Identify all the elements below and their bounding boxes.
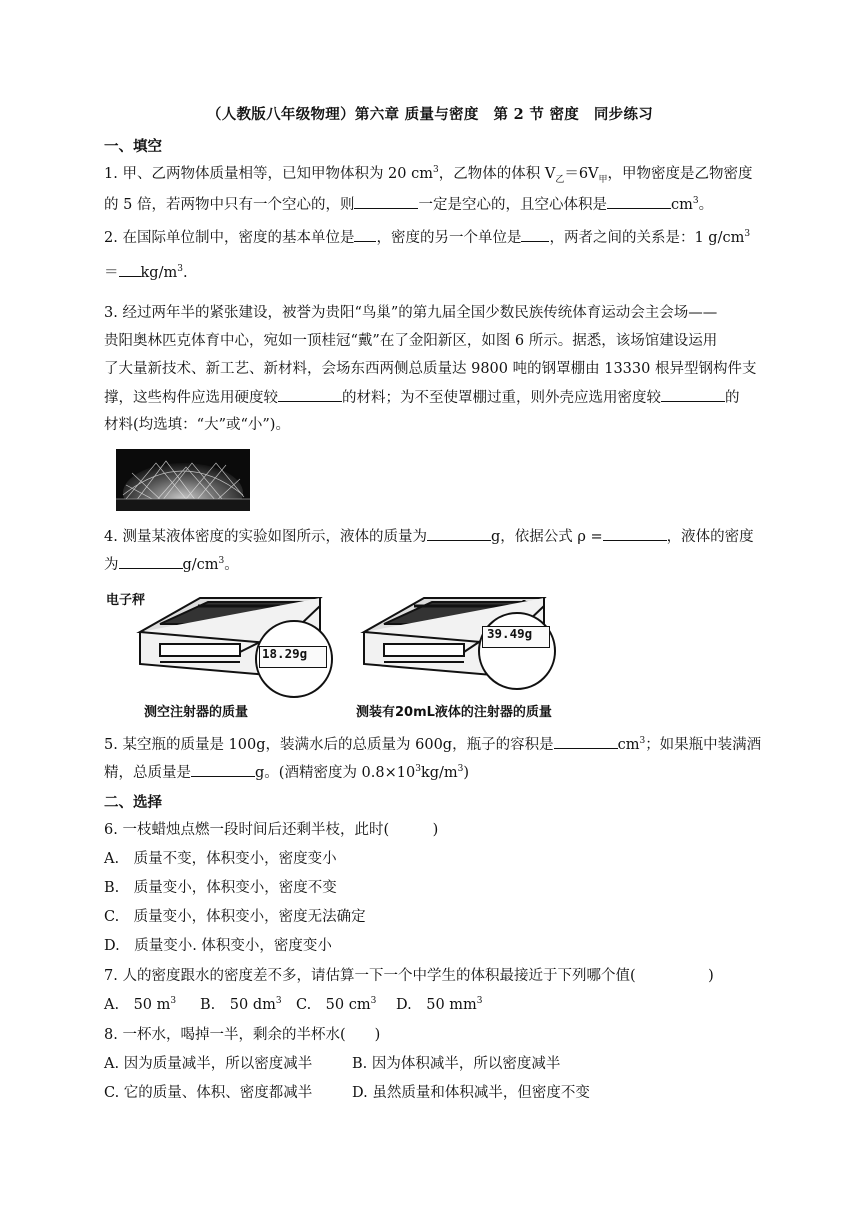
question-3-line-3: 了大量新技术、新工艺、新材料，会场东西两侧总质量达 9800 吨的钢罩棚由 13330 根异型钢构件支 (104, 361, 757, 377)
question-2-line-1: 2. 在国际单位制中，密度的基本单位是 ，密度的另一个单位是 ，两者之间的关系是：1 $g/cm^3$ (104, 227, 764, 248)
question-8-option-a[interactable]: A. 因为质量减半，所以密度减半 (104, 1056, 313, 1072)
question-7-option-a[interactable]: A. 50 $m^3$ (104, 996, 177, 1013)
answer-blank[interactable] (521, 227, 549, 242)
question-7-stem: 7. 人的密度跟水的密度差不多，请估算一下一个中学生的体积最接近于下列哪个值( ) (104, 968, 714, 984)
question-7-option-b[interactable]: B. 50 $dm^3$ (200, 996, 282, 1013)
question-2-line-2: ＝ $kg/m^3$. (104, 262, 764, 283)
answer-blank[interactable] (119, 554, 183, 569)
answer-blank[interactable] (554, 734, 618, 749)
answer-blank[interactable] (354, 227, 376, 242)
question-8-option-c[interactable]: C. 它的质量、体积、密度都减半 (104, 1085, 313, 1101)
section-heading-fill: 一、填空 (104, 138, 162, 155)
stadium-illustration (116, 449, 250, 511)
scale-1-caption: 测空注射器的质量 (144, 705, 249, 720)
answer-blank[interactable] (119, 262, 141, 277)
question-8-option-d[interactable]: D. 虽然质量和体积减半，但密度不变 (352, 1085, 590, 1101)
stadium-photo (116, 449, 250, 511)
question-6-option-c[interactable]: C. 质量变小，体积变小，密度无法确定 (104, 909, 366, 925)
scale-2-reading: 39.49g (487, 626, 533, 641)
question-3-line-5: 材料(均选填：“大”或“小”)。 (104, 417, 290, 433)
question-7-option-c[interactable]: C. 50 $cm^3$ (296, 996, 377, 1013)
page-title: （人教版八年级物理）第六章 质量与密度 第 2 节 密度 同步练习 (206, 106, 654, 123)
scale-2-caption: 测装有20mL液体的注射器的质量 (356, 705, 552, 720)
answer-blank[interactable] (607, 194, 671, 209)
electronic-scale-label: 电子秤 (106, 593, 146, 608)
question-6-option-d[interactable]: D. 质量变小. 体积变小，密度变小 (104, 938, 332, 954)
question-5-line-1: 5. 某空瓶的质量是 100g，装满水后的总质量为 600g，瓶子的容积是 $cm^3$；如果瓶中装满酒 (104, 734, 764, 755)
question-7-options (104, 995, 764, 1015)
answer-blank[interactable] (191, 762, 255, 777)
question-3-line-2: 贵阳奥林匹克体育中心，宛如一顶桂冠“戴”在了金阳新区，如图 6 所示。据悉，该场馆建设运用 (104, 333, 718, 349)
question-8-options-row-2 (104, 1083, 764, 1103)
question-4-line-2: 为 $g/cm^3$。 (104, 554, 764, 575)
question-6-stem: 6. 一枝蜡烛点燃一段时间后还剩半枝，此时( ) (104, 822, 439, 838)
question-1-line-2: 的 5 倍，若两物中只有一个空心的，则 一定是空心的，且空心体积是 $cm^3$。 (104, 194, 764, 215)
question-1-line-1: 1. 甲、乙两物体质量相等，已知甲物体积为 20 $cm^3$，乙物体的体积 $V_乙=6V_甲$，甲物密度是乙物密度 (104, 165, 753, 185)
answer-blank[interactable] (661, 387, 725, 402)
question-3-line-1: 3. 经过两年半的紧张建设，被誉为贵阳“鸟巢”的第九届全国少数民族传统体育运动会主会场—— (104, 305, 718, 321)
section-heading-choice: 二、选择 (104, 794, 162, 811)
answer-blank[interactable] (603, 526, 667, 541)
question-3-line-4: 撑，这些构件应选用硬度较 的材料；为不至使罩棚过重，则外壳应选用密度较 的 (104, 387, 764, 408)
question-8-options-row-1 (104, 1054, 764, 1074)
question-5-line-2: 精，总质量是 g。(酒精密度为 $0.8\times 10^3kg/m^3$) (104, 762, 764, 783)
question-8-stem: 8. 一杯水，喝掉一半，剩余的半杯水( ) (104, 1027, 381, 1043)
question-4-line-1: 4. 测量某液体密度的实验如图所示，液体的质量为 g，依据公式 ρ = ，液体的密度 (104, 526, 764, 547)
scale-1-reading: 18.29g (262, 646, 308, 661)
question-8-option-b[interactable]: B. 因为体积减半，所以密度减半 (352, 1056, 561, 1072)
question-6-option-b[interactable]: B. 质量变小，体积变小，密度不变 (104, 880, 337, 896)
question-7-option-d[interactable]: D. 50 $mm^3$ (396, 996, 483, 1013)
answer-blank[interactable] (278, 387, 342, 402)
question-6-option-a[interactable]: A. 质量不变，体积变小，密度变小 (104, 851, 337, 867)
answer-blank[interactable] (427, 526, 491, 541)
zoom-circle-2 (478, 612, 556, 690)
answer-blank[interactable] (354, 194, 418, 209)
